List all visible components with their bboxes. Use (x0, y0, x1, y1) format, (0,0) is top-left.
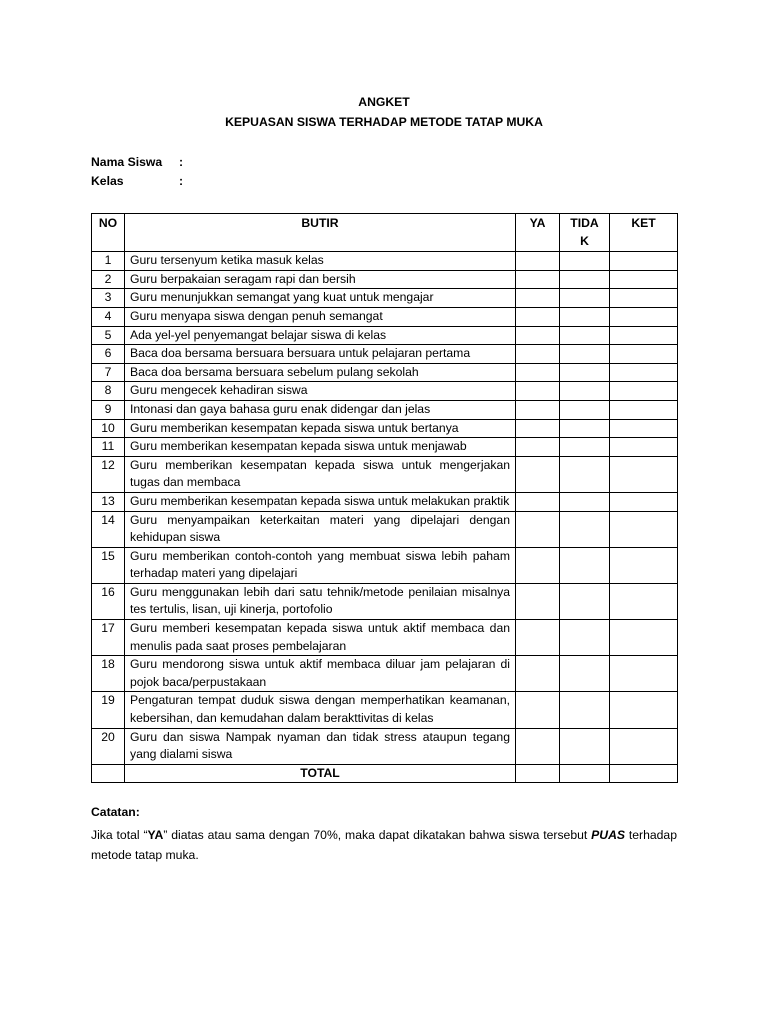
row-ya-cell[interactable] (516, 620, 560, 656)
row-ya-cell[interactable] (516, 326, 560, 345)
document-title: ANGKET (358, 95, 410, 109)
table-row (92, 692, 678, 728)
table-row (92, 270, 678, 289)
row-tidak-cell[interactable] (560, 692, 610, 728)
table-row (92, 456, 678, 492)
document-subtitle: KEPUASAN SISWA TERHADAP METODE TATAP MUKA (225, 115, 543, 129)
row-tidak-cell[interactable] (560, 289, 610, 308)
table-row (92, 400, 678, 419)
total-tidak-cell[interactable] (560, 764, 610, 783)
table-row (92, 438, 678, 457)
row-number: 9 (92, 400, 125, 419)
row-ya-cell[interactable] (516, 363, 560, 382)
table-body (92, 252, 678, 783)
row-ket-cell[interactable] (610, 656, 678, 692)
row-ket-cell[interactable] (610, 270, 678, 289)
row-ket-cell[interactable] (610, 363, 678, 382)
row-ya-cell[interactable] (516, 728, 560, 764)
row-ya-cell[interactable] (516, 511, 560, 547)
row-statement: Guru memberikan kesempatan kepada siswa untuk melakukan praktik (125, 492, 516, 511)
row-ya-cell[interactable] (516, 547, 560, 583)
row-ya-cell[interactable] (516, 400, 560, 419)
row-number: 13 (92, 492, 125, 511)
row-statement: Guru tersenyum ketika masuk kelas (125, 252, 516, 271)
row-ket-cell[interactable] (610, 511, 678, 547)
row-number: 2 (92, 270, 125, 289)
header-ya: YA (516, 214, 560, 252)
nama-siswa-colon: : (179, 155, 184, 169)
total-ket-cell[interactable] (610, 764, 678, 783)
row-statement: Ada yel-yel penyemangat belajar siswa di kelas (125, 326, 516, 345)
row-number: 10 (92, 419, 125, 438)
row-ya-cell[interactable] (516, 583, 560, 619)
row-number: 7 (92, 363, 125, 382)
row-tidak-cell[interactable] (560, 438, 610, 457)
total-row (92, 764, 678, 783)
row-statement: Guru mengecek kehadiran siswa (125, 382, 516, 401)
row-number: 12 (92, 456, 125, 492)
row-statement: Guru memberikan contoh-contoh yang membuat siswa lebih paham terhadap materi yang dipelajari (125, 547, 516, 583)
row-ya-cell[interactable] (516, 419, 560, 438)
table-row (92, 289, 678, 308)
catatan-ya: YA (147, 828, 164, 842)
row-ket-cell[interactable] (610, 492, 678, 511)
nama-siswa-field (91, 155, 183, 169)
row-statement: Guru menunjukkan semangat yang kuat untuk mengajar (125, 289, 516, 308)
row-number: 20 (92, 728, 125, 764)
row-statement: Pengaturan tempat duduk siswa dengan memperhatikan keamanan, kebersihan, dan kemudahan dalam berakttivitas di kelas (125, 692, 516, 728)
catatan-text-after: terhadap metode tatap muka. (91, 828, 677, 862)
row-number: 15 (92, 547, 125, 583)
row-ya-cell[interactable] (516, 270, 560, 289)
nama-siswa-label: Nama Siswa (91, 155, 163, 169)
row-statement: Guru menggunakan lebih dari satu tehnik/metode penilaian misalnya tes tertulis, lisan, uji kinerja, portofolio (125, 583, 516, 619)
row-ket-cell[interactable] (610, 289, 678, 308)
row-statement: Guru dan siswa Nampak nyaman dan tidak stress ataupun tegang yang dialami siswa (125, 728, 516, 764)
row-number: 8 (92, 382, 125, 401)
row-ya-cell[interactable] (516, 382, 560, 401)
row-tidak-cell[interactable] (560, 326, 610, 345)
row-tidak-cell[interactable] (560, 728, 610, 764)
table-row (92, 583, 678, 619)
row-number: 4 (92, 307, 125, 326)
row-ket-cell[interactable] (610, 252, 678, 271)
total-label: TOTAL (125, 764, 516, 783)
row-ket-cell[interactable] (610, 419, 678, 438)
catatan-text-middle: ” diatas atau sama dengan 70%, maka dapat dikatakan bahwa siswa tersebut (163, 828, 592, 842)
table-row (92, 345, 678, 364)
row-statement: Baca doa bersama bersuara sebelum pulang sekolah (125, 363, 516, 382)
row-number: 19 (92, 692, 125, 728)
row-ket-cell[interactable] (610, 345, 678, 364)
row-tidak-cell[interactable] (560, 456, 610, 492)
header-butir: BUTIR (125, 214, 516, 252)
row-statement: Guru mendorong siswa untuk aktif membaca diluar jam pelajaran di pojok baca/perpustakaan (125, 656, 516, 692)
row-tidak-cell[interactable] (560, 270, 610, 289)
total-no-cell (92, 764, 125, 783)
catatan-text-before: Jika total “ (91, 828, 148, 842)
header-no: NO (92, 214, 125, 252)
row-ket-cell[interactable] (610, 547, 678, 583)
catatan-heading: Catatan: (91, 805, 140, 819)
row-number: 16 (92, 583, 125, 619)
row-tidak-cell[interactable] (560, 620, 610, 656)
row-ket-cell[interactable] (610, 438, 678, 457)
row-number: 1 (92, 252, 125, 271)
row-number: 6 (92, 345, 125, 364)
row-ya-cell[interactable] (516, 307, 560, 326)
row-tidak-cell[interactable] (560, 656, 610, 692)
row-tidak-cell[interactable] (560, 547, 610, 583)
row-statement: Guru menyampaikan keterkaitan materi yang dipelajari dengan kehidupan siswa (125, 511, 516, 547)
row-statement: Guru memberikan kesempatan kepada siswa untuk menjawab (125, 438, 516, 457)
row-statement: Guru berpakaian seragam rapi dan bersih (125, 270, 516, 289)
questionnaire-table (91, 213, 678, 783)
row-ya-cell[interactable] (516, 492, 560, 511)
row-number: 18 (92, 656, 125, 692)
table-row (92, 363, 678, 382)
row-statement: Guru menyapa siswa dengan penuh semangat (125, 307, 516, 326)
row-tidak-cell[interactable] (560, 345, 610, 364)
row-statement: Guru memberikan kesempatan kepada siswa untuk mengerjakan tugas dan membaca (125, 456, 516, 492)
row-ya-cell[interactable] (516, 438, 560, 457)
kelas-label: Kelas (91, 174, 124, 188)
table-row (92, 492, 678, 511)
catatan-text (91, 825, 677, 865)
table-row (92, 307, 678, 326)
row-tidak-cell[interactable] (560, 252, 610, 271)
kelas-field (91, 174, 183, 188)
row-statement: Intonasi dan gaya bahasa guru enak didengar dan jelas (125, 400, 516, 419)
table-row (92, 252, 678, 271)
row-tidak-cell[interactable] (560, 492, 610, 511)
row-number: 3 (92, 289, 125, 308)
table-row (92, 382, 678, 401)
row-number: 17 (92, 620, 125, 656)
header-tidak-text: TIDAK (570, 216, 599, 248)
row-statement: Baca doa bersama bersuara bersuara untuk pelajaran pertama (125, 345, 516, 364)
table-row (92, 419, 678, 438)
row-number: 14 (92, 511, 125, 547)
row-ket-cell[interactable] (610, 456, 678, 492)
header-tidak (560, 214, 610, 252)
table-header-row (92, 214, 678, 252)
row-ya-cell[interactable] (516, 345, 560, 364)
row-ya-cell[interactable] (516, 456, 560, 492)
row-ket-cell[interactable] (610, 382, 678, 401)
catatan-puas: PUAS (591, 828, 626, 842)
row-statement: Guru memberikan kesempatan kepada siswa untuk bertanya (125, 419, 516, 438)
kelas-colon: : (179, 174, 184, 188)
header-ket: KET (610, 214, 678, 252)
row-ket-cell[interactable] (610, 728, 678, 764)
row-ya-cell[interactable] (516, 656, 560, 692)
row-ket-cell[interactable] (610, 583, 678, 619)
total-ya-cell[interactable] (516, 764, 560, 783)
row-ket-cell[interactable] (610, 400, 678, 419)
row-ket-cell[interactable] (610, 326, 678, 345)
row-tidak-cell[interactable] (560, 307, 610, 326)
row-tidak-cell[interactable] (560, 382, 610, 401)
table-row (92, 620, 678, 656)
row-tidak-cell[interactable] (560, 419, 610, 438)
row-tidak-cell[interactable] (560, 400, 610, 419)
row-tidak-cell[interactable] (560, 511, 610, 547)
table-row (92, 326, 678, 345)
row-ya-cell[interactable] (516, 289, 560, 308)
table-row (92, 728, 678, 764)
row-tidak-cell[interactable] (560, 363, 610, 382)
row-ket-cell[interactable] (610, 620, 678, 656)
row-tidak-cell[interactable] (560, 583, 610, 619)
table-row (92, 547, 678, 583)
row-ket-cell[interactable] (610, 307, 678, 326)
row-statement: Guru memberi kesempatan kepada siswa untuk aktif membaca dan menulis pada saat proses pembelajaran (125, 620, 516, 656)
row-number: 5 (92, 326, 125, 345)
row-ya-cell[interactable] (516, 692, 560, 728)
row-ket-cell[interactable] (610, 692, 678, 728)
row-ya-cell[interactable] (516, 252, 560, 271)
table-row (92, 656, 678, 692)
table-row (92, 511, 678, 547)
row-number: 11 (92, 438, 125, 457)
